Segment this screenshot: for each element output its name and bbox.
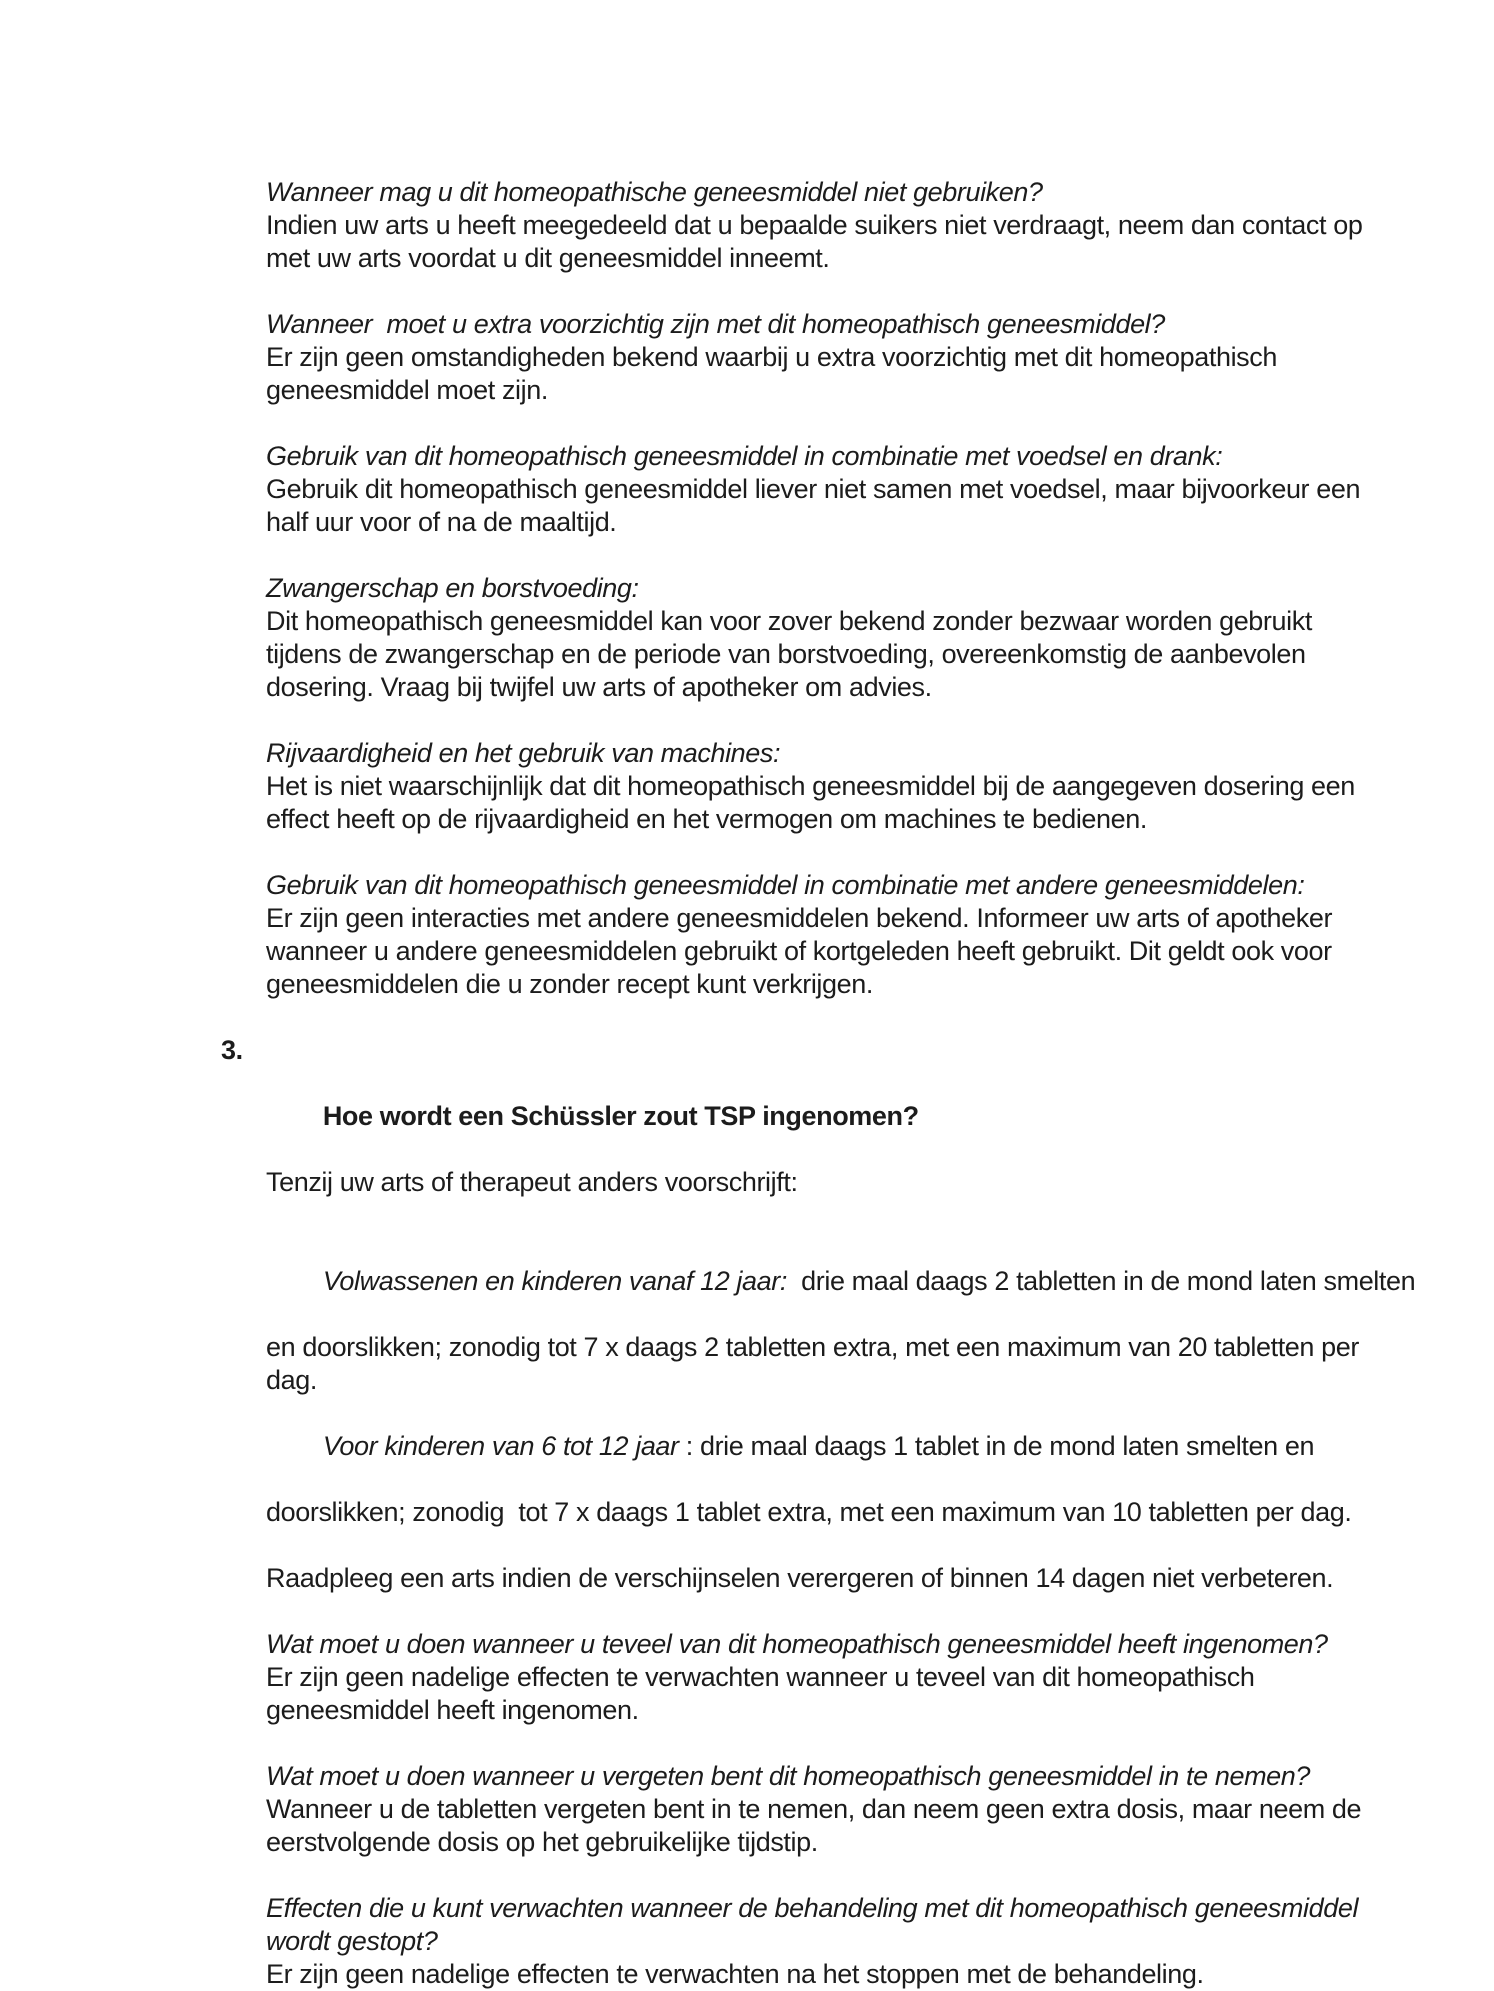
text-line: dosering. Vraag bij twijfel uw arts of apotheker om advies. — [266, 672, 932, 702]
text-line: Er zijn geen interacties met andere geneesmiddelen bekend. Informeer uw arts of apotheker — [266, 903, 1333, 933]
content-column — [221, 176, 1416, 1991]
text-line: en doorslikken; zonodig tot 7 x daags 2 tabletten extra, met een maximum van 20 tabletten per — [266, 1332, 1359, 1362]
subsection-body — [266, 902, 1415, 1001]
text-line: Gebruik van dit homeopathisch geneesmiddel in combinatie met voedsel en drank: — [266, 441, 1223, 471]
dosage-adults-continued — [266, 1331, 1415, 1397]
question-body — [266, 1958, 1415, 1991]
text-line: dag. — [266, 1365, 317, 1395]
subsection-body — [266, 605, 1415, 704]
subsection-contraindications — [266, 176, 1415, 275]
text-line: Wat moet u doen wanneer u vergeten bent dit homeopathisch geneesmiddel in te nemen? — [266, 1761, 1311, 1791]
text-line: Wanneer u de tabletten vergeten bent in te nemen, dan neem geen extra dosis, maar neem de — [266, 1794, 1362, 1824]
dosage-adults-line — [266, 1232, 1415, 1331]
section-intro: Tenzij uw arts of therapeut anders voorschrijft: — [266, 1167, 798, 1197]
text-line: Wanneer moet u extra voorzichtig zijn met dit homeopathisch geneesmiddel? — [266, 309, 1165, 339]
dosage-instructions — [266, 1232, 1415, 1529]
subsection-body — [266, 209, 1415, 275]
consult-doctor-advice — [266, 1562, 1415, 1595]
question-heading — [266, 1628, 1415, 1661]
subsection-body — [266, 770, 1415, 836]
text-line: Wanneer mag u dit homeopathische geneesmiddel niet gebruiken? — [266, 177, 1043, 207]
text-line: geneesmiddel heeft ingenomen. — [266, 1695, 639, 1725]
dosage-adults-rest: drie maal daags 2 tabletten in de mond laten smelten — [786, 1266, 1416, 1296]
subsection-heading — [266, 440, 1415, 473]
text-line: Het is niet waarschijnlijk dat dit homeopathisch geneesmiddel bij de aangegeven dosering een — [266, 771, 1355, 801]
text-line: Er zijn geen nadelige effecten te verwachten wanneer u teveel van dit homeopathisch — [266, 1662, 1255, 1692]
text-line: Zwangerschap en borstvoeding: — [266, 573, 639, 603]
text-line: wordt gestopt? — [266, 1926, 438, 1956]
text-line: eerstvolgende dosis op het gebruikelijke tijdstip. — [266, 1827, 818, 1857]
subsection-food-drink — [266, 440, 1415, 539]
text-line: tijdens de zwangerschap en de periode van borstvoeding, overeenkomstig de aanbevolen — [266, 639, 1306, 669]
text-line: wanneer u andere geneesmiddelen gebruikt of kortgeleden heeft gebruikt. Dit geldt ook voor — [266, 936, 1332, 966]
dosage-children-rest: : drie maal daags 1 tablet in de mond laten smelten en — [678, 1431, 1315, 1461]
subsection-heading — [266, 176, 1415, 209]
section-title-row — [221, 1034, 1415, 1166]
text-line: Gebruik van dit homeopathisch geneesmiddel in combinatie met andere geneesmiddelen: — [266, 870, 1305, 900]
question-overdose — [266, 1628, 1415, 1727]
dosage-children-continued — [266, 1496, 1415, 1529]
subsection-heading — [266, 737, 1415, 770]
text-line: Dit homeopathisch geneesmiddel kan voor zover bekend zonder bezwaar worden gebruikt — [266, 606, 1312, 636]
subsection-body — [266, 473, 1415, 539]
subsection-other-medicines — [266, 869, 1415, 1001]
question-body — [266, 1661, 1415, 1727]
question-body — [266, 1793, 1415, 1859]
advice-text: Raadpleeg een arts indien de verschijnselen verergeren of binnen 14 dagen niet verbeteren. — [266, 1563, 1334, 1593]
section-title: Hoe wordt een Schüssler zout TSP ingenomen? — [322, 1101, 919, 1131]
text-line: Indien uw arts u heeft meegedeeld dat u bepaalde suikers niet verdraagt, neem dan contact op — [266, 210, 1363, 240]
text-line: met uw arts voordat u dit geneesmiddel inneemt. — [266, 243, 830, 273]
text-line: Rijvaardigheid en het gebruik van machines: — [266, 738, 781, 768]
text-line: Effecten die u kunt verwachten wanneer de behandeling met dit homeopathisch geneesmiddel — [266, 1893, 1359, 1923]
dosage-children-lead: Voor kinderen van 6 tot 12 jaar — [322, 1431, 679, 1461]
question-stopping-treatment — [266, 1892, 1415, 1991]
dosage-adults-lead: Volwassenen en kinderen vanaf 12 jaar: — [322, 1266, 787, 1296]
subsection-heading — [266, 869, 1415, 902]
question-forgotten-dose — [266, 1760, 1415, 1859]
subsection-heading — [266, 572, 1415, 605]
text-line: doorslikken; zonodig tot 7 x daags 1 tablet extra, met een maximum van 10 tabletten per dag. — [266, 1497, 1352, 1527]
subsection-body — [266, 341, 1415, 407]
subsection-driving — [266, 737, 1415, 836]
subsection-heading — [266, 308, 1415, 341]
question-heading — [266, 1760, 1415, 1793]
section-number: 3. — [221, 1035, 243, 1065]
text-line: Er zijn geen nadelige effecten te verwachten na het stoppen met de behandeling. — [266, 1959, 1204, 1989]
text-line: Wat moet u doen wanneer u teveel van dit homeopathisch geneesmiddel heeft ingenomen? — [266, 1629, 1328, 1659]
question-heading — [266, 1892, 1415, 1958]
subsection-pregnancy — [266, 572, 1415, 704]
text-line: geneesmiddelen die u zonder recept kunt verkrijgen. — [266, 969, 873, 999]
text-line: Gebruik dit homeopathisch geneesmiddel liever niet samen met voedsel, maar bijvoorkeur een — [266, 474, 1361, 504]
subsection-extra-caution — [266, 308, 1415, 407]
text-line: Er zijn geen omstandigheden bekend waarbij u extra voorzichtig met dit homeopathisch — [266, 342, 1278, 372]
text-line: effect heeft op de rijvaardigheid en het vermogen om machines te bedienen. — [266, 804, 1147, 834]
text-line: half uur voor of na de maaltijd. — [266, 507, 617, 537]
dosage-children-line — [266, 1397, 1415, 1496]
text-line: geneesmiddel moet zijn. — [266, 375, 548, 405]
section-3-header — [221, 1034, 1415, 1199]
